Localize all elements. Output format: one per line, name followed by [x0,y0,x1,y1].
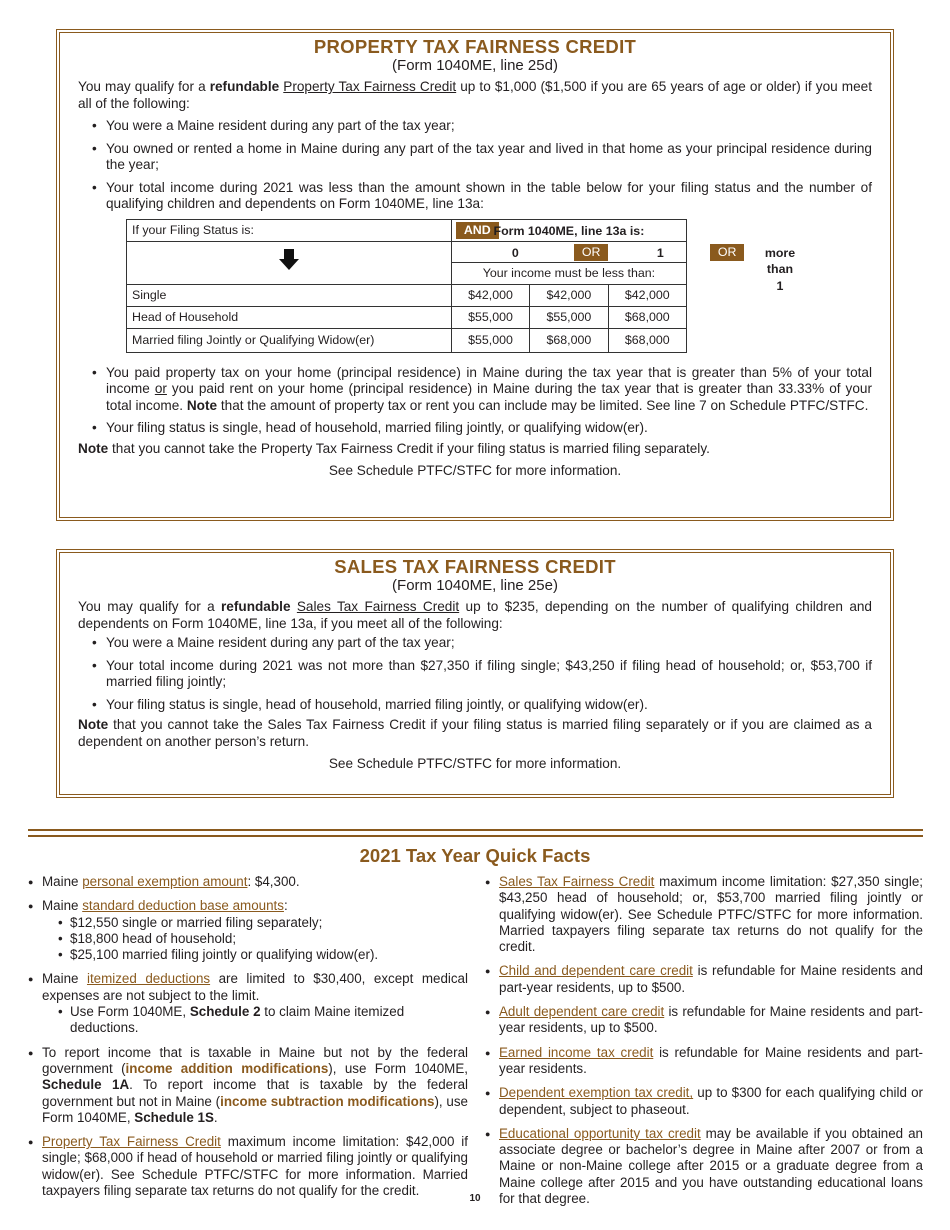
text-segment: is refundable for Maine residents and part-year residents, up to $500. [499,1004,923,1036]
text-segment: maximum income limitation: $27,350 single; $43,250 head of household; or, $53,700 married filing jointly or qualifying widow(er). See Schedule PTFC/STFC for more information. Married taxpayers filing separate tax returns do not qualify for the credit. [499,874,923,955]
text-segment: maximum income limitation: $42,000 if single; $68,000 if head of household or married filing jointly or qualifying widow(er). See Schedule PTFC/STFC for more information. Married taxpayers filing separate tax returns do not qualify for the credit. [42,1134,469,1199]
text-segment: Property Tax Fairness Credit [283,79,457,94]
list-item [90,635,872,652]
quick-fact-subitem [42,947,468,963]
quick-fact-item [485,963,923,996]
text-segment: Sales Tax Fairness Credit [296,599,460,614]
income-limit-table [126,219,796,353]
text-segment: income subtraction modifications [220,1093,435,1109]
stfc-intro [78,599,872,632]
quick-fact-item [28,898,468,963]
text-segment: Schedule 1A [42,1077,130,1093]
text-segment: Schedule 1S [134,1109,214,1125]
stfc-note [78,717,872,750]
stfc-see-schedule: See Schedule PTFC/STFC for more information. [328,756,622,771]
text-segment: Your total income during 2021 was not more than $27,350 if filing single; $43,250 if filing head of household; or, $53,700 if married filing jointly; [106,657,872,689]
list-item [90,118,872,135]
text-segment: that you cannot take the Property Tax Fairness Credit if your filing status is married filing separately. [108,440,710,456]
stfc-criteria-list [90,635,872,713]
quick-facts-title: 2021 Tax Year Quick Facts [359,845,591,866]
text-segment: are limited to $30,400, except medical expenses are not subject to the limit. [42,971,468,1003]
text-segment: Note [186,397,218,413]
quick-fact-item [485,874,923,955]
list-item [90,141,872,174]
text-segment: $18,800 head of household; [70,930,237,946]
text-segment: up to $1,000 ($1,500 if you are 65 years of age or older) if you meet all of the following: [78,79,872,111]
stfc-title: SALES TAX FAIRNESS CREDIT [334,556,616,577]
count-1: 1 [656,245,664,260]
and-tag: AND [456,222,499,239]
income-limit-cell: $55,000 [451,328,529,352]
ptfc-criteria-list [90,118,872,213]
quick-facts-left-column [28,874,468,1207]
page-number: 10 [469,1193,481,1204]
section-divider [28,829,923,837]
quick-fact-item [28,971,468,1036]
list-item [90,365,872,415]
text-segment: ), use Form 1040ME, [328,1060,468,1076]
link[interactable]: Child and dependent care credit [499,963,693,979]
income-limit-cell: $55,000 [530,306,608,328]
filing-status-cell: Single [127,284,452,306]
ptfc-criteria-list-2 [90,365,872,437]
sales-tax-fairness-credit-box [56,549,894,798]
text-segment: Maine [42,971,87,987]
filing-status-cell: Married filing Jointly or Qualifying Widow(er) [127,328,452,352]
text-segment: You were a Maine resident during any part of the tax year; [106,635,455,650]
quick-fact-item [28,1134,468,1199]
income-limit-cell: $68,000 [608,306,686,328]
text-segment: Schedule 2 [189,1004,261,1020]
ptfc-subtitle: (Form 1040ME, line 25d) [392,57,558,74]
text-segment: that you cannot take the Sales Tax Fairness Credit if your filing status is married filing separately or if you are claimed as a dependent on another person’s return. [78,717,872,749]
count-0: 0 [511,245,519,260]
quick-fact-subitem [42,915,468,931]
list-item [90,180,872,213]
income-limit-cell: $42,000 [608,284,686,306]
text-segment: Use Form 1040ME, [70,1004,190,1020]
text-segment: or [154,381,167,396]
quick-fact-item [485,1045,923,1078]
text-segment: . [213,1109,218,1125]
text-segment: Your total income during 2021 was less than the amount shown in the table below for your filing status and the number of qualifying children and dependents on Form 1040ME, line 13a: [106,179,872,211]
link[interactable]: standard deduction base amounts [82,898,284,914]
quick-facts-right-column [485,874,923,1215]
text-segment: up to $300 for each qualifying child or dependent, subject to phaseout. [499,1085,923,1117]
ptfc-title: PROPERTY TAX FAIRNESS CREDIT [313,36,637,57]
link[interactable]: Earned income tax credit [499,1044,654,1060]
text-segment: : [283,898,288,914]
list-item [90,697,872,714]
table-row [127,306,687,328]
ptfc-see-schedule: See Schedule PTFC/STFC for more information. [328,463,622,478]
text-segment: may be available if you obtained an associate degree or bachelor’s degree in Maine after 2007 or from a Maine or non-Maine college after 2015 or a graduate degree from a Maine college after 2015 and you have outstanding educational loans for that degree. [499,1125,923,1207]
income-must-be-less: Your income must be less than: [451,262,686,284]
text-segment: $12,550 single or married filing separately; [70,914,323,930]
text-segment: Maine [42,898,83,914]
quick-fact-item [485,1004,923,1037]
quick-fact-sublist [42,1004,468,1037]
text-segment: ), use Form 1040ME, [42,1093,468,1125]
property-tax-fairness-credit-box [56,29,894,521]
text-segment: up to $235, depending on the number of qualifying children and dependents on Form 1040ME, line 13a, if you meet all of the following: [78,599,872,631]
text-segment: . To report income that is taxable by the federal government but not in Maine ( [42,1077,468,1109]
quick-fact-item [28,1045,468,1126]
count-more-than-1: more than 1 [764,245,796,293]
quick-fact-sublist [42,915,468,964]
income-limit-cell: $55,000 [451,306,529,328]
link[interactable]: personal exemption amount [82,874,248,889]
text-segment: : $4,300. [247,874,300,889]
quick-fact-item [28,874,468,890]
text-segment: You may qualify for a [78,79,210,94]
link[interactable]: Sales Tax Fairness Credit [499,874,655,889]
table-row [127,328,687,352]
link[interactable]: Property Tax Fairness Credit [42,1134,221,1150]
list-item [90,658,872,691]
table-row [127,284,687,306]
stfc-subtitle: (Form 1040ME, line 25e) [392,577,558,594]
down-arrow-icon [127,241,452,284]
text-segment: Note [78,440,109,456]
text-segment: You may qualify for a [78,599,222,614]
text-segment: that the amount of property tax or rent you can include may be limited. See line 7 on Schedule PTFC/STFC. [217,397,869,413]
text-segment: Note [78,717,109,732]
line-13a-header: Form 1040ME, line 13a is: [493,223,645,238]
text-segment: $25,100 married filing jointly or qualifying widow(er). [70,947,379,963]
link[interactable]: Adult dependent care credit [499,1004,665,1020]
text-segment: To report income that is taxable in Maine but not by the federal government ( [42,1044,468,1076]
income-limit-cell: $42,000 [451,284,529,306]
text-segment: You owned or rented a home in Maine during any part of the tax year and lived in that home as your principal residence during the year; [106,140,872,172]
text-segment: Your filing status is single, head of household, married filing jointly, or qualifying widow(er). [106,696,648,712]
filing-status-cell: Head of Household [127,306,452,328]
text-segment: is refundable for Maine residents and part-year residents, up to $500. [499,963,923,995]
text-segment: income addition modifications [125,1060,329,1076]
text-segment: You were a Maine resident during any part of the tax year; [106,118,455,133]
link[interactable]: itemized deductions [86,971,211,987]
quick-fact-subitem [42,931,468,947]
text-segment: to claim Maine itemized deductions. [70,1004,405,1036]
text-segment: is refundable for Maine residents and part-year residents. [499,1044,923,1076]
or-tag: OR [574,244,609,261]
list-item [90,420,872,437]
link[interactable]: Educational opportunity tax credit [499,1125,701,1141]
text-segment: You paid property tax on your home (principal residence) in Maine during the tax year that is greater than 5% of your total income [106,364,872,396]
text-segment: Your filing status is single, head of household, married filing jointly, or qualifying widow(er). [106,420,648,435]
ptfc-intro [78,79,872,112]
filing-status-header: If your Filing Status is: [127,219,452,241]
ptfc-note [78,441,872,458]
quick-fact-item [485,1085,923,1118]
text-segment: refundable [221,599,291,614]
text-segment: Maine [42,874,83,889]
income-limit-cell: $68,000 [608,328,686,352]
link[interactable]: Dependent exemption tax credit, [499,1085,694,1101]
or-tag: OR [710,244,745,261]
text-segment: you paid rent on your home (principal residence) in Maine during the tax year that is greater than 33.33% of your total income. [106,381,872,413]
income-limit-cell: $68,000 [530,328,608,352]
quick-fact-subitem [42,1004,468,1037]
income-limit-cell: $42,000 [530,284,608,306]
text-segment: refundable [209,79,280,94]
